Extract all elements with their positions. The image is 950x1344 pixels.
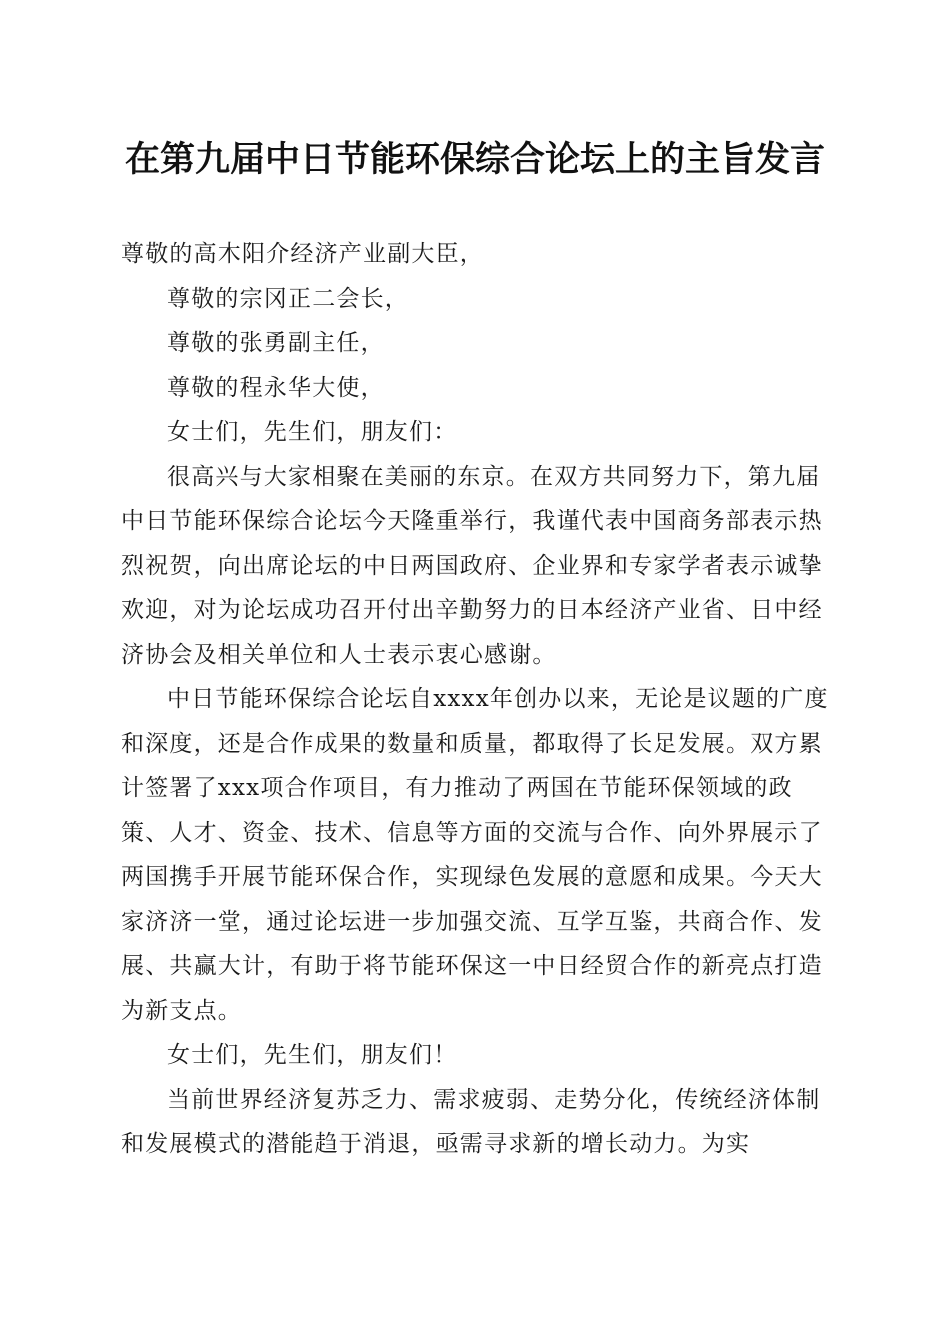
- document-title: 在第九届中日节能环保综合论坛上的主旨发言: [124, 139, 825, 180]
- salutation-paragraph: 尊敬的宗冈正二会长，: [167, 285, 409, 312]
- salutation-paragraph: 女士们，先生们，朋友们！: [167, 1042, 458, 1068]
- body-paragraph: 中日节能环保综合论坛自xxxx年创办以来，无论是议题的广度和深度，还是合作成果的数量和质量，都取得了长足发展。双方累计签署了xxx项合作项目，有力推动了两国在节能环保领域的政策、人才、资金、技术、信息等方面的交流与合作、向外界展示了两国携手开展节能环保合作，实现绿色发展的意愿和成果。今天大家济济一堂，通过论坛进一步加强交流、互学互鉴，共商合作、发展、共赢大计，有助于将节能环保这一中日经贸合作的新亮点打造为新支点。: [121, 686, 829, 1024]
- salutation-paragraph: 尊敬的程永华大使，: [167, 374, 385, 401]
- body-paragraph: 当前世界经济复苏乏力、需求疲弱、走势分化，传统经济体制和发展模式的潜能趋于消退，亟需寻求新的增长动力。为实: [121, 1086, 821, 1157]
- salutation-paragraph: 尊敬的高木阳介经济产业副大臣，: [121, 241, 484, 267]
- body-paragraph: 很高兴与大家相聚在美丽的东京。在双方共同努力下，第九届中日节能环保综合论坛今天隆重举行，我谨代表中国商务部表示热烈祝贺，向出席论坛的中日两国政府、企业界和专家学者表示诚挚欢迎，对为论坛成功召开付出辛勤努力的日本经济产业省、日中经济协会及相关单位和人士表示衷心感谢。: [121, 463, 823, 668]
- salutation-paragraph: 女士们，先生们，朋友们：: [167, 419, 458, 445]
- document-body: [121, 232, 833, 1167]
- salutation-paragraph: 尊敬的张勇副主任，: [167, 330, 385, 356]
